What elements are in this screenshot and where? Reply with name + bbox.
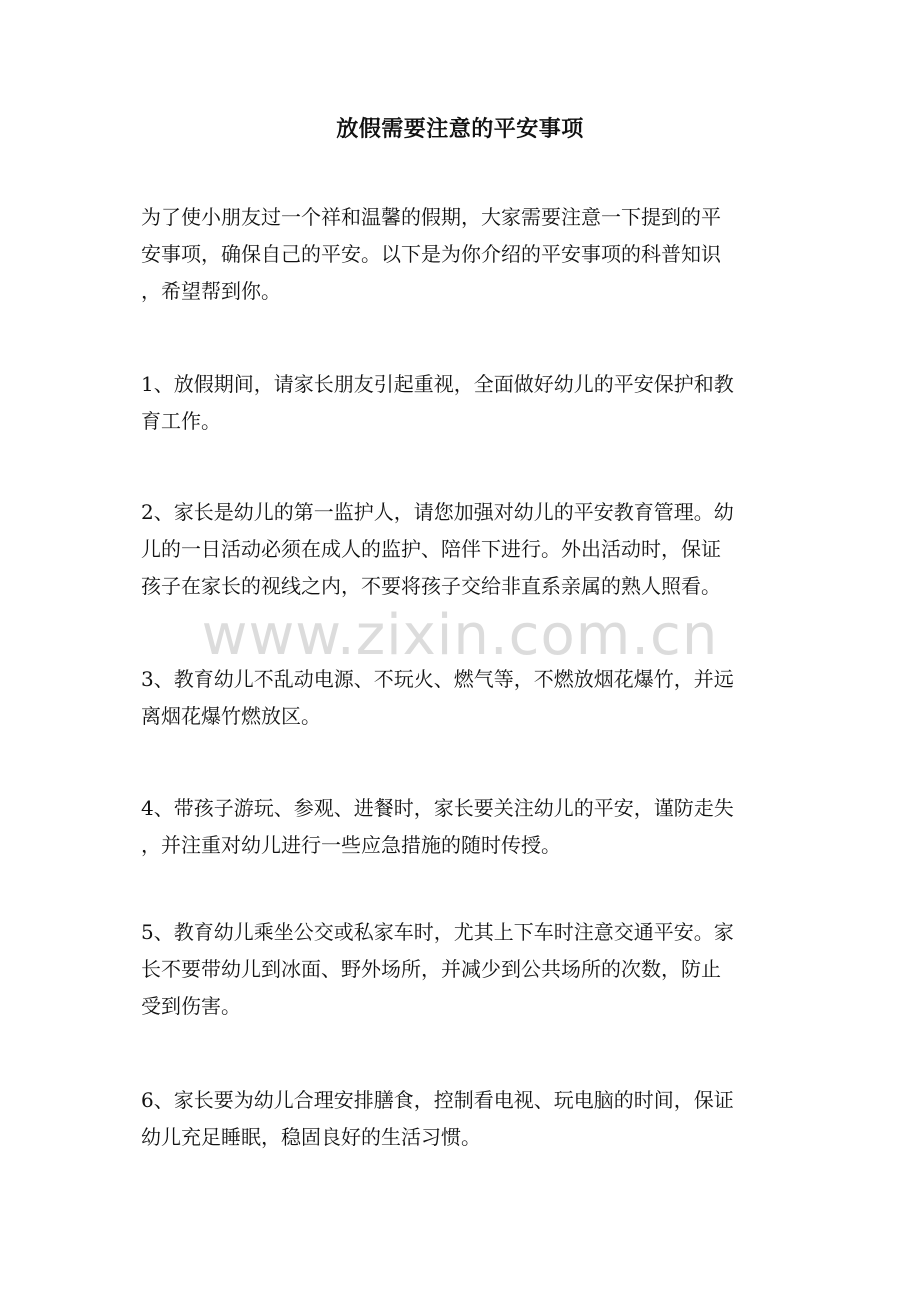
paragraph-line: 安事项，确保自己的平安。以下是为你介绍的平安事项的科普知识: [141, 242, 721, 266]
paragraph-line: 长不要带幼儿到冰面、野外场所，并减少到公共场所的次数，防止: [141, 957, 721, 981]
watermark: www.zixin.com.cn: [201, 603, 719, 668]
paragraph-line: 育工作。: [141, 409, 221, 433]
paragraph-line: ，希望帮到你。: [141, 279, 281, 303]
paragraph-line: 6、家长要为幼儿合理安排膳食，控制看电视、玩电脑的时间，保证: [141, 1088, 734, 1112]
item-paragraph-5: [141, 914, 781, 1025]
paragraph-line: 2、家长是幼儿的第一监护人，请您加强对幼儿的平安教育管理。幼: [141, 500, 734, 524]
paragraph-line: 5、教育幼儿乘坐公交或私家车时，尤其上下车时注意交通平安。家: [141, 920, 734, 944]
paragraph-line: 4、带孩子游玩、参观、进餐时，家长要关注幼儿的平安，谨防走失: [141, 796, 734, 820]
intro-paragraph: [141, 199, 781, 310]
paragraph-line: 1、放假期间，请家长朋友引起重视，全面做好幼儿的平安保护和教: [141, 372, 734, 396]
item-paragraph-3: [141, 661, 781, 735]
item-paragraph-6: [141, 1082, 781, 1156]
paragraph-line: ，并注重对幼儿进行一些应急措施的随时传授。: [141, 833, 561, 857]
paragraph-line: 幼儿充足睡眠，稳固良好的生活习惯。: [141, 1125, 481, 1149]
paragraph-line: 孩子在家长的视线之内，不要将孩子交给非直系亲属的熟人照看。: [141, 574, 721, 598]
item-paragraph-4: [141, 790, 781, 864]
paragraph-line: 儿的一日活动必须在成人的监护、陪伴下进行。外出活动时，保证: [141, 537, 721, 561]
paragraph-line: 3、教育幼儿不乱动电源、不玩火、燃气等，不燃放烟花爆竹，并远: [141, 667, 734, 691]
paragraph-line: 受到伤害。: [141, 994, 241, 1018]
paragraph-line: 离烟花爆竹燃放区。: [141, 704, 321, 728]
paragraph-line: 为了使小朋友过一个祥和温馨的假期，大家需要注意一下提到的平: [141, 205, 721, 229]
document-title: 放假需要注意的平安事项: [336, 116, 584, 142]
item-paragraph-2: [141, 494, 781, 605]
item-paragraph-1: [141, 366, 781, 440]
